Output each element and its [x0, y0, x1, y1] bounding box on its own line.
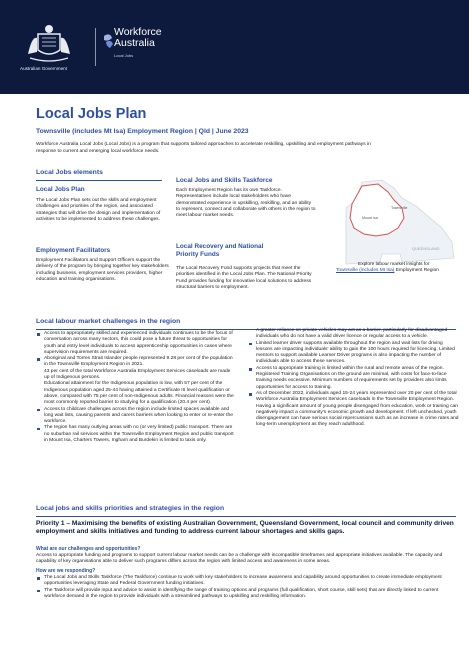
recovery-text: The Local Recovery Fund supports projects that meet the priorities identified in the Local Jobs Plan. The National Priority Fund provides funding for innovative local solutions to address structural barriers to employment.: [176, 266, 312, 291]
elements-heading: Local Jobs elements: [36, 169, 103, 176]
plan-heading: Local Jobs Plan: [36, 186, 85, 193]
list-item: Limited learner driver supports available throughout the region and wait lists for driving lessons are impacting individuals' ability to gain the 100 hours required for licencing. Limited mentors to support available Learner Driver programs is also impacting the number of individuals able to access these services.: [248, 341, 460, 366]
map-label-mount-isa: Mount Isa: [362, 216, 378, 220]
list-item: Educational attainment for the Indigenous population is low, with 57 per cent of the Indigenous population aged 25-44 having attained a Certificate III level qualification or above, compared with 75 per cent of non-Indigenous adults. Financial reasons were the most commonly reported barrier to studying for a qualification (20.4 per cent).: [44, 381, 234, 406]
map-caption-line-2: [322, 268, 469, 274]
responding-heading: How are we responding?: [36, 568, 96, 574]
map-caption-line-1: Explore labour market insights for: [358, 262, 430, 267]
brand-text: [114, 27, 162, 61]
challenges-heading: Local labour market challenges in the region: [36, 318, 181, 325]
challenges-left-list: [36, 331, 236, 444]
map-caption: [322, 262, 469, 275]
recovery-heading-line-2: Priority Funds: [176, 251, 220, 258]
labour-market-insights-link[interactable]: Townsville (includes Mt Isa): [336, 268, 395, 274]
list-item: A greater reliance on private vehicles may act as a barrier, particularly for disadvantaged individuals who do not have a valid driver licence or regular access to a vehicle.: [256, 328, 448, 340]
list-item: The Local Jobs and Skills Taskforce (The Taskforce) continue to work with key stakeholders to increase awareness and capability around opportunities to create immediate employment opportunities leveraging State and Federal Government funding initiatives.: [36, 575, 460, 588]
coat-of-arms-icon: [24, 20, 74, 66]
challenges-right-list: [248, 328, 460, 429]
list-item: As of December 2022, individuals aged 15-24 years represented over 20 per cent of the total Workforce Australia Employment Services caseloads in the Townsville Employment Region. Having a significant amount of young people disengaged from education, work or training can negatively impact a community's economic growth and development. If left unchecked, youth disengagement can have serious social repercussions such as an increase in crime rates and long-term unemployment as they reach adulthood.: [248, 391, 460, 429]
list-item: Access to appropriate training is limited within the rural and remote areas of the region. Registered Training Organisations on the ground are minimal, with costs for face-to-face training needs excessive. Minimum numbers of requirements set by providers also limits opportunities for access to training.: [248, 366, 460, 391]
skills-heading: Local jobs and skills priorities and strategies in the region: [36, 505, 225, 512]
header-divider: [95, 28, 96, 66]
list-item: 43 per cent of the total Workforce Australia Employment Services caseloads are made up of Indigenous persons.: [44, 368, 231, 381]
map-label-queensland: QUEENSLAND: [412, 246, 440, 251]
map-label-townsville: Townsville: [391, 206, 408, 210]
elements-rule: [36, 180, 162, 181]
brand-line-2: Australia: [114, 37, 155, 49]
brand-line-1: Workforce: [114, 26, 162, 38]
list-item: Aboriginal and Torres Strait Islander people represented 9.28 per cent of the population in the Townsville Employment Region in 2021.: [36, 356, 236, 369]
recovery-heading: [176, 243, 263, 259]
taskforce-heading: Local Jobs and Skills Taskforce: [176, 177, 273, 184]
facilitators-text: Employment Facilitators and Support Officers support the delivery of the program by bringing together key stakeholders including business, employment services providers, higher education and training organisations.: [36, 258, 169, 283]
header-banner: [0, 0, 469, 94]
page-subtitle: Townsville (includes Mt Isa) Employment Region | Qld | June 2023: [36, 128, 249, 135]
taskforce-text: Each Employment Region has its own Taskforce. Representatives include local stakeholders who have demonstrated experience in upskilling, reskilling, and an ability to represent, connect and collaborate with others in the region to meet labour market needs.: [176, 188, 316, 219]
region-map: [342, 178, 458, 268]
recovery-heading-line-1: Local Recovery and National: [176, 243, 264, 250]
challenges-opportunities-heading: What are our challenges and opportunities?: [36, 546, 141, 552]
responses-list: [36, 575, 460, 600]
skills-rule: [36, 516, 456, 517]
plan-text: The Local Jobs Plan sets out the skills and employment challenges and priorities of the region, and associated strategies that will drive the design and implementation of activities to be implemented to address these challenges.: [36, 198, 161, 223]
priority-heading: Priority 1 – Maximising the benefits of existing Australian Government, Queensland Government, local council and community driven employment and skills initiatives and funding to address current labour shortages and skills gaps.: [36, 520, 454, 536]
intro-paragraph: Workforce Australia Local Jobs (Local Jobs) is a program that supports tailored approaches to accelerate reskilling, upskilling and employment pathways in response to current and emerging local workforce needs.: [36, 142, 371, 154]
list-item: The Taskforce will provide input and advice to assist in identifying the range of training options and programs (full qualification, short course, skill sets) that are directly linked to current workforce demand in the region to provide individuals with a streamlined pathways to upskilling and reskilling information.: [36, 588, 460, 601]
list-item: Access to appropriately skilled and experienced individuals continues to be the focus of conversation across many sectors, this could pose a future threat to opportunities for youth and entry level individuals to access apprenticeship opportunities in cases where supervision requirements are required.: [36, 331, 236, 356]
government-name: Australian Government: [20, 66, 67, 71]
map-caption-suffix: Employment Region: [394, 268, 439, 274]
challenges-opportunities-text: Access to appropriate funding and programs to support current labour market needs can be a challenge with incompatible timeframes and appropriate initiatives available. The capacity and capability of key organisations able to deliver such programs differs across the region with limited access and awareness in some areas.: [36, 553, 443, 565]
list-item: Access to childcare challenges across the region include limited spaces available and long wait lists, causing parents and carers barriers when looking to enter or re-enter the workforce.: [36, 407, 236, 426]
brand-subtitle: Local Jobs: [114, 53, 134, 58]
facilitators-heading: Employment Facilitators: [36, 247, 111, 254]
list-item: The region has many outlying areas with no (or very limited) public transport. There are no suburban rail services within the Townsville Employment Region and public transport in Mount Isa, Charters Towers, Ingham and Burdekin is limited to taxis only.: [36, 425, 236, 444]
page-title: Local Jobs Plan: [36, 106, 147, 122]
